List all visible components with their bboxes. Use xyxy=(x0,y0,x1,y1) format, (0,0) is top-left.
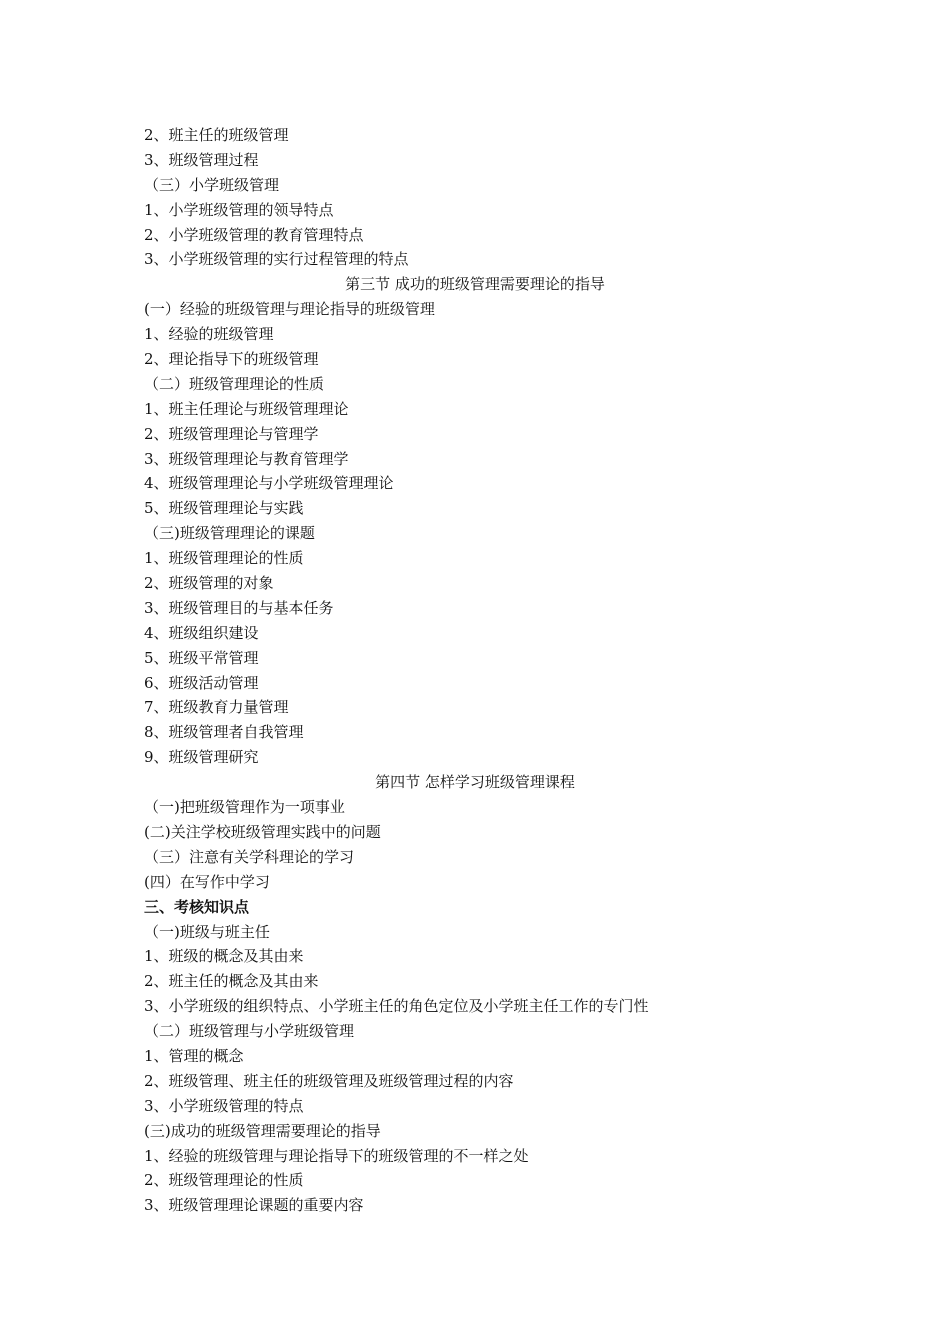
text-line: （一)把班级管理作为一项事业 xyxy=(144,798,345,817)
text-line: 3、小学班级管理的特点 xyxy=(144,1096,304,1115)
text-line: （三）注意有关学科理论的学习 xyxy=(144,847,355,866)
text-line: 1、经验的班级管理与理论指导下的班级管理的不一样之处 xyxy=(144,1146,529,1165)
text-line: (一）经验的班级管理与理论指导的班级管理 xyxy=(144,300,435,319)
text-line: 1、小学班级管理的领导特点 xyxy=(144,200,334,219)
text-line: 2、班级管理理论与管理学 xyxy=(144,424,319,443)
document-body xyxy=(144,123,806,1218)
text-line: 2、理论指导下的班级管理 xyxy=(144,350,319,369)
text-line: 2、班主任的班级管理 xyxy=(144,126,289,144)
text-line: （三)班级管理理论的课题 xyxy=(144,524,315,543)
text-line: 3、班级管理理论与教育管理学 xyxy=(144,449,349,468)
text-line: 5、班级管理理论与实践 xyxy=(144,499,304,518)
text-line: (三)成功的班级管理需要理论的指导 xyxy=(144,1121,381,1140)
text-line: 2、班级管理理论的性质 xyxy=(144,1171,304,1190)
text-line: 2、小学班级管理的教育管理特点 xyxy=(144,225,364,244)
text-line: （三）小学班级管理 xyxy=(144,175,280,194)
text-line: 1、班主任理论与班级管理理论 xyxy=(144,399,349,418)
section-heading: 第三节 成功的班级管理需要理论的指导 xyxy=(345,275,605,294)
text-line: 3、小学班级的组织特点、小学班主任的角色定位及小学班主任工作的专门性 xyxy=(144,997,649,1016)
text-line: 9、班级管理研究 xyxy=(144,748,259,767)
text-line: 1、管理的概念 xyxy=(144,1046,244,1065)
text-line: 1、班级的概念及其由来 xyxy=(144,947,304,966)
text-line: 1、班级管理理论的性质 xyxy=(144,549,304,568)
text-line: 4、班级管理理论与小学班级管理理论 xyxy=(144,474,394,493)
text-line: 1、经验的班级管理 xyxy=(144,325,274,344)
text-line: (四）在写作中学习 xyxy=(144,872,270,891)
text-line: 2、班级管理的对象 xyxy=(144,574,274,593)
text-line: (二)关注学校班级管理实践中的问题 xyxy=(144,822,381,841)
text-line: 6、班级活动管理 xyxy=(144,673,259,692)
section-heading: 第四节 怎样学习班级管理课程 xyxy=(375,773,575,792)
text-line: 2、班级管理、班主任的班级管理及班级管理过程的内容 xyxy=(144,1071,514,1090)
text-line: 3、班级管理理论课题的重要内容 xyxy=(144,1196,364,1215)
text-line: （二）班级管理与小学班级管理 xyxy=(144,1022,355,1041)
text-line: 8、班级管理者自我管理 xyxy=(144,723,304,742)
text-line: 4、班级组织建设 xyxy=(144,623,259,642)
text-line: 2、班主任的概念及其由来 xyxy=(144,972,319,991)
text-line: 3、班级管理过程 xyxy=(144,150,259,169)
text-line: （一)班级与班主任 xyxy=(144,922,270,941)
text-line: 7、班级教育力量管理 xyxy=(144,698,289,717)
chapter-heading: 三、考核知识点 xyxy=(144,897,250,916)
text-line: 3、班级管理目的与基本任务 xyxy=(144,598,334,617)
text-line: 3、小学班级管理的实行过程管理的特点 xyxy=(144,250,409,269)
text-line: （二）班级管理理论的性质 xyxy=(144,374,325,393)
text-line: 5、班级平常管理 xyxy=(144,648,259,667)
